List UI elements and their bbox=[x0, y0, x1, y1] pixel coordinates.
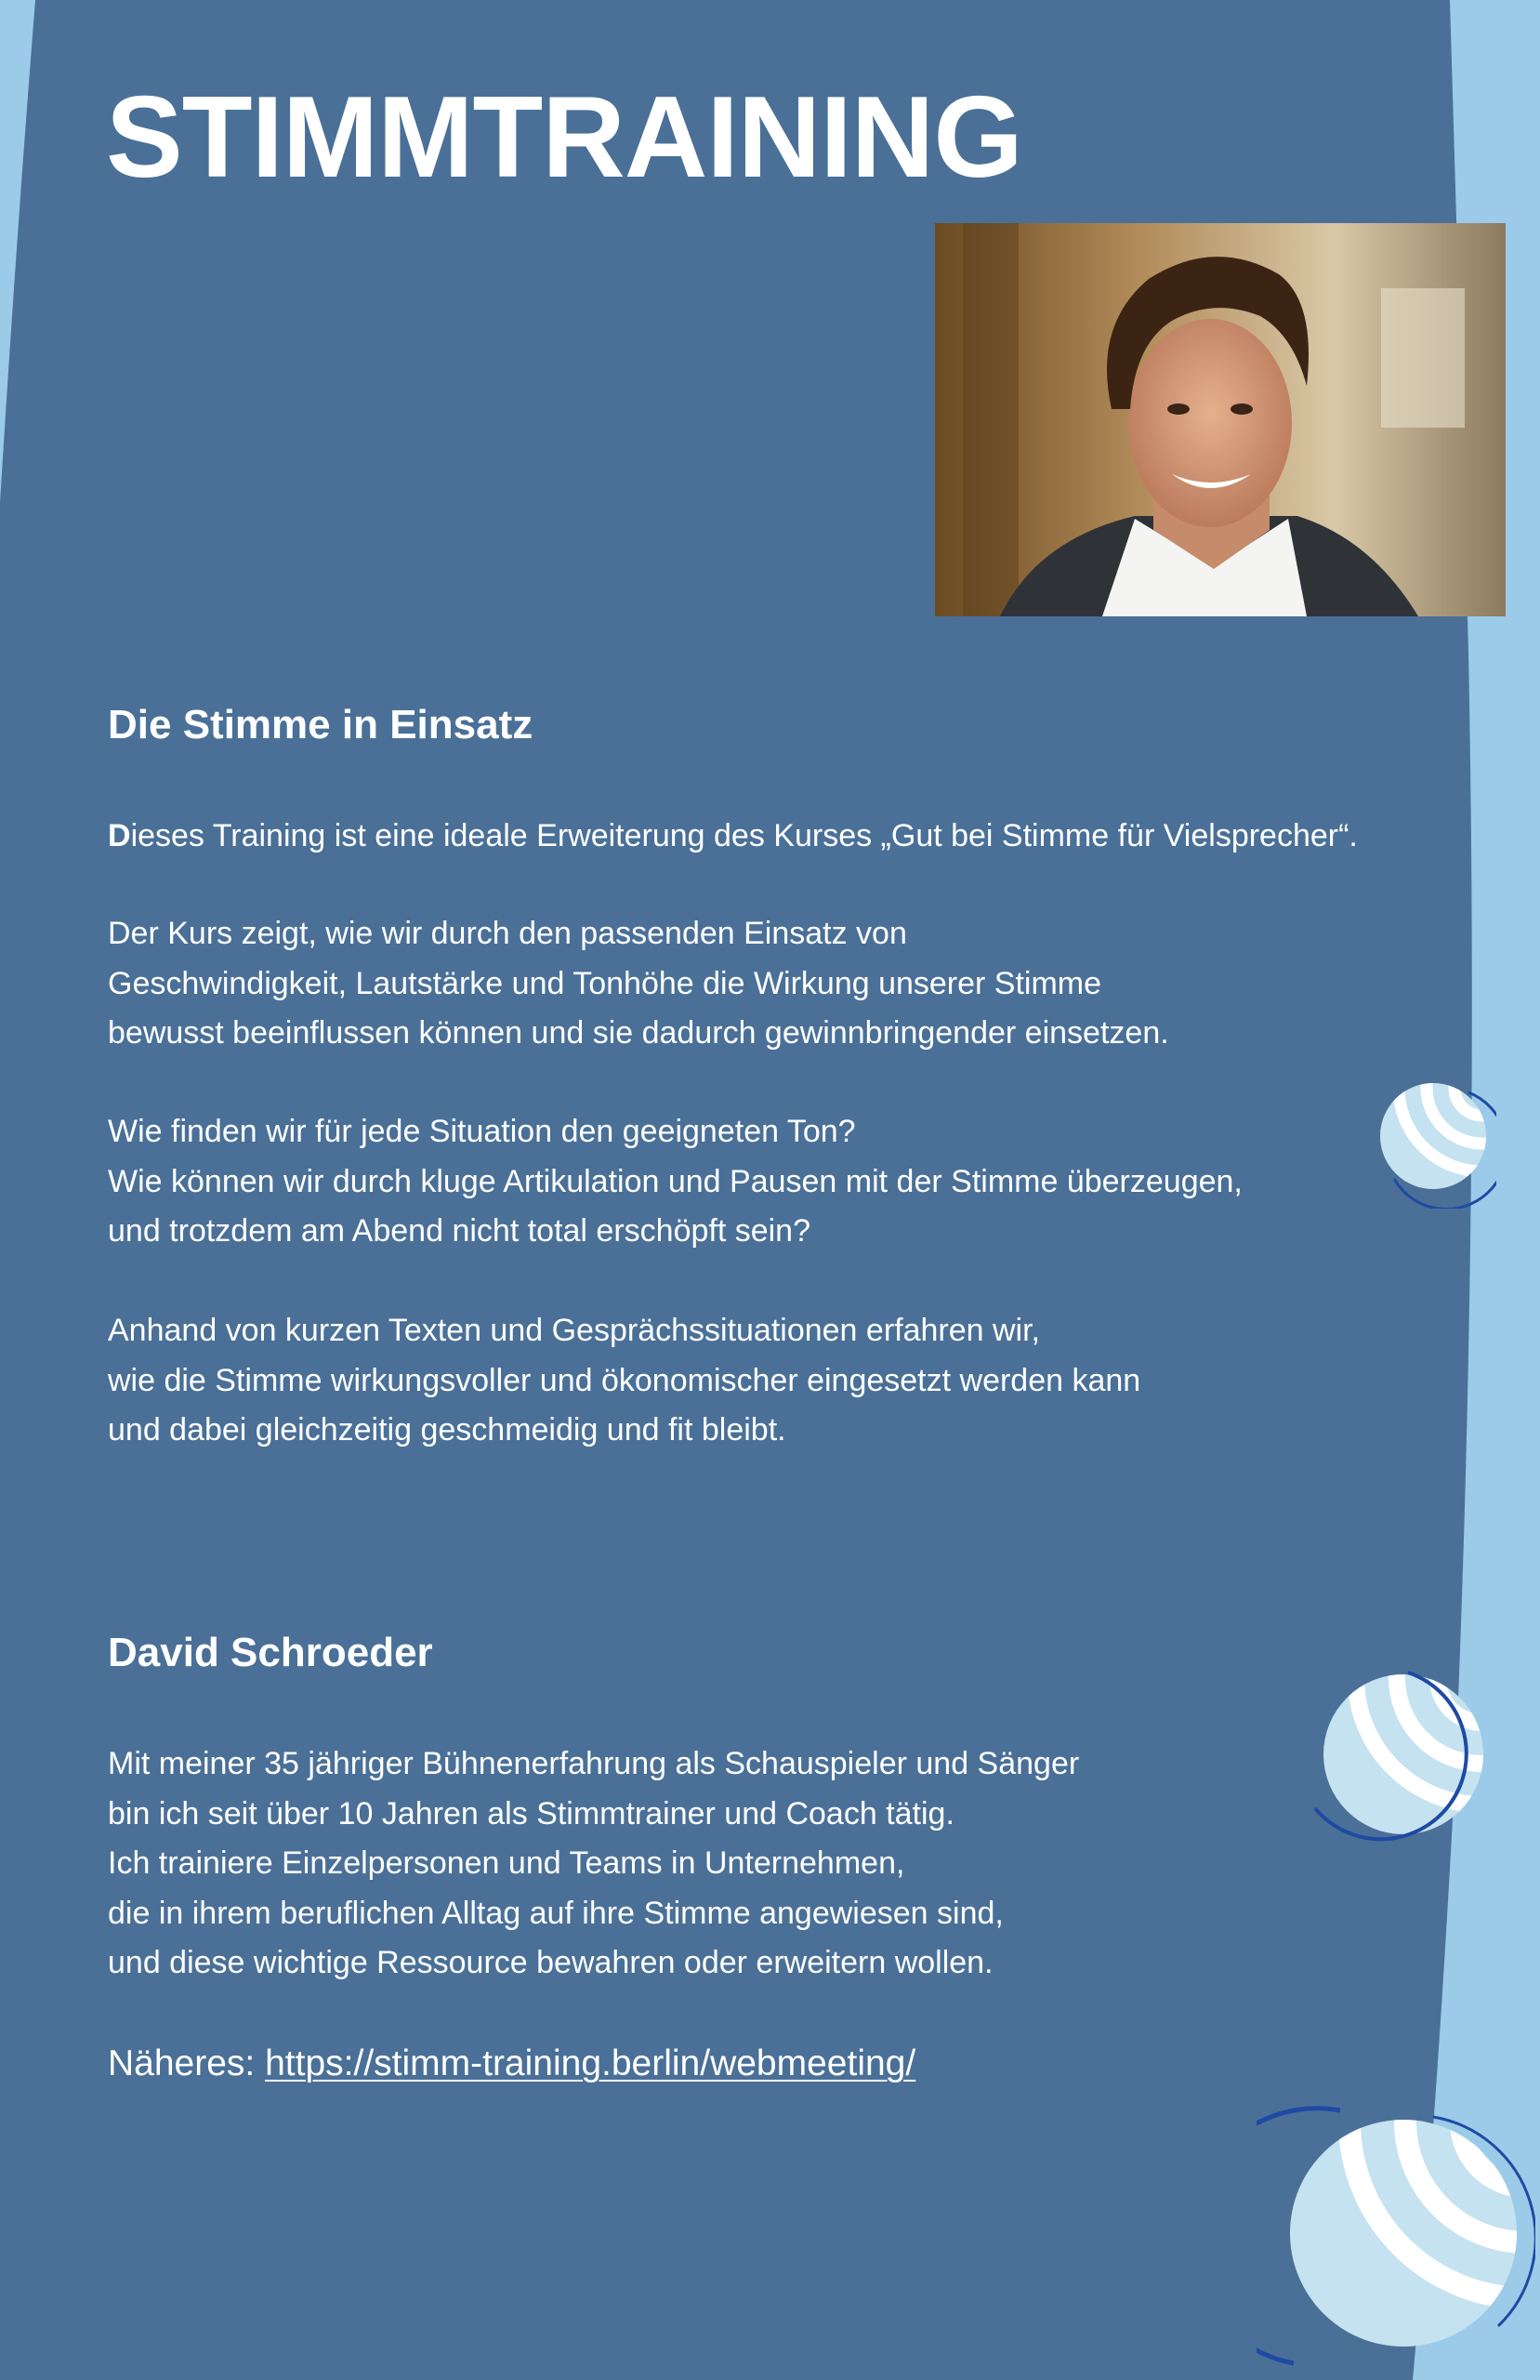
section-heading-trainer: David Schroeder bbox=[108, 1630, 433, 1675]
text-line: bewusst beeinflussen können und sie dadurch gewinnbringender einsetzen. bbox=[108, 1015, 1169, 1051]
text-line: Wie finden wir für jede Situation den geeigneten Ton? bbox=[108, 1114, 856, 1149]
more-info-link[interactable]: https://stimm-training.berlin/webmeeting/ bbox=[265, 2043, 916, 2083]
course-paragraph bbox=[108, 909, 1169, 1059]
text-line: und diese wichtige Ressource bewahren oder erweitern wollen. bbox=[108, 1945, 994, 1980]
text-line: bin ich seit über 10 Jahren als Stimmtrainer und Coach tätig. bbox=[108, 1795, 954, 1831]
method-paragraph bbox=[108, 1306, 1140, 1456]
text-line: Anhand von kurzen Texten und Gesprächssituationen erfahren wir, bbox=[108, 1313, 1040, 1348]
more-info-label: Näheres: bbox=[108, 2043, 266, 2083]
intro-text: ieses Training ist eine ideale Erweiterung des Kurses „Gut bei Stimme für Vielsprecher“. bbox=[130, 818, 1358, 853]
intro-paragraph bbox=[108, 812, 1358, 862]
text-line: Wie können wir durch kluge Artikulation und Pausen mit der Stimme überzeugen, bbox=[108, 1163, 1243, 1199]
portrait-photo bbox=[935, 223, 1506, 616]
text-line: wie die Stimme wirkungsvoller und ökonomischer eingesetzt werden kann bbox=[108, 1362, 1141, 1398]
bubble-icon-large bbox=[1257, 2103, 1535, 2380]
questions-paragraph bbox=[108, 1107, 1243, 1257]
intro-first-letter: D bbox=[108, 818, 131, 853]
bubble-icon-small bbox=[1375, 1078, 1496, 1209]
text-line: und dabei gleichzeitig geschmeidig und fit bleibt. bbox=[108, 1412, 786, 1448]
text-line: Geschwindigkeit, Lautstärke und Tonhöhe die Wirkung unserer Stimme bbox=[108, 965, 1102, 1001]
section-heading-voice: Die Stimme in Einsatz bbox=[108, 702, 533, 747]
text-line: die in ihrem beruflichen Alltag auf ihre Stimme angewiesen sind, bbox=[108, 1895, 1004, 1931]
more-info bbox=[108, 2039, 915, 2089]
text-line: Der Kurs zeigt, wie wir durch den passenden Einsatz von bbox=[108, 916, 907, 951]
page-title: STIMMTRAINING bbox=[106, 73, 1022, 202]
text-line: Mit meiner 35 jähriger Bühnenerfahrung als Schauspieler und Sänger bbox=[108, 1746, 1080, 1781]
text-line: Ich trainiere Einzelpersonen und Teams in Unternehmen, bbox=[108, 1845, 905, 1881]
bubble-icon-medium bbox=[1306, 1669, 1492, 1850]
text-line: und trotzdem am Abend nicht total erschöpft sein? bbox=[108, 1213, 811, 1249]
trainer-paragraph bbox=[108, 1739, 1079, 1989]
